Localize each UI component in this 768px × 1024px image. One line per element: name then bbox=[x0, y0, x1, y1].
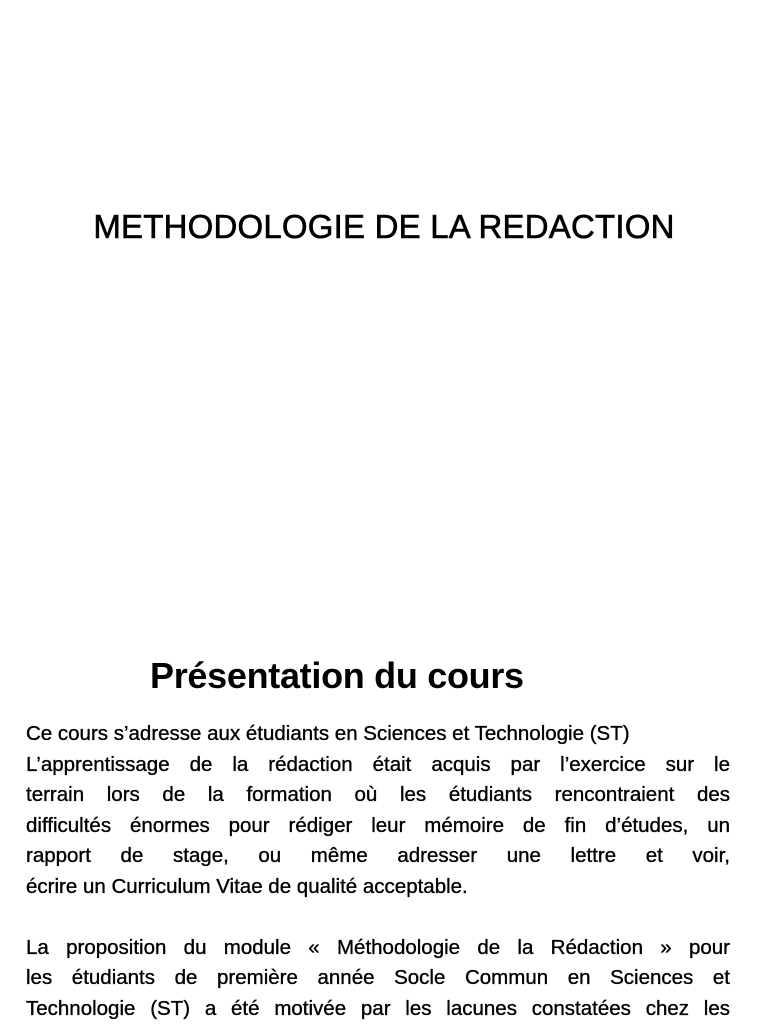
text-line: L’apprentissage de la rédaction était acquis par l’exercice sur le bbox=[26, 752, 730, 776]
presentation-slide bbox=[0, 640, 768, 1024]
text-line: écrire un Curriculum Vitae de qualité acceptable. bbox=[26, 874, 468, 898]
text-line: La proposition du module « Méthodologie de la Rédaction » pour bbox=[26, 935, 730, 959]
document-title: METHODOLOGIE DE LA REDACTION bbox=[93, 208, 675, 245]
paragraph-1 bbox=[26, 719, 730, 902]
text-line: terrain lors de la formation où les étudiants rencontraient des bbox=[26, 783, 730, 806]
text-line: Technologie (ST) a été motivée par les lacunes constatées chez les bbox=[26, 996, 730, 1020]
text-line: les étudiants de première année Socle Commun en Sciences et bbox=[26, 966, 730, 989]
paragraph-spacer bbox=[26, 902, 730, 933]
body-text bbox=[26, 719, 730, 1024]
text-line: rapport de stage, ou même adresser une lettre et voir, bbox=[26, 844, 730, 867]
paragraph-2 bbox=[26, 933, 730, 1024]
text-line: Ce cours s’adresse aux étudiants en Sciences et Technologie (ST) bbox=[26, 722, 630, 745]
text-line: difficultés énormes pour rédiger leur mémoire de fin d’études, un bbox=[26, 813, 730, 837]
section-heading: Présentation du cours bbox=[150, 655, 524, 696]
